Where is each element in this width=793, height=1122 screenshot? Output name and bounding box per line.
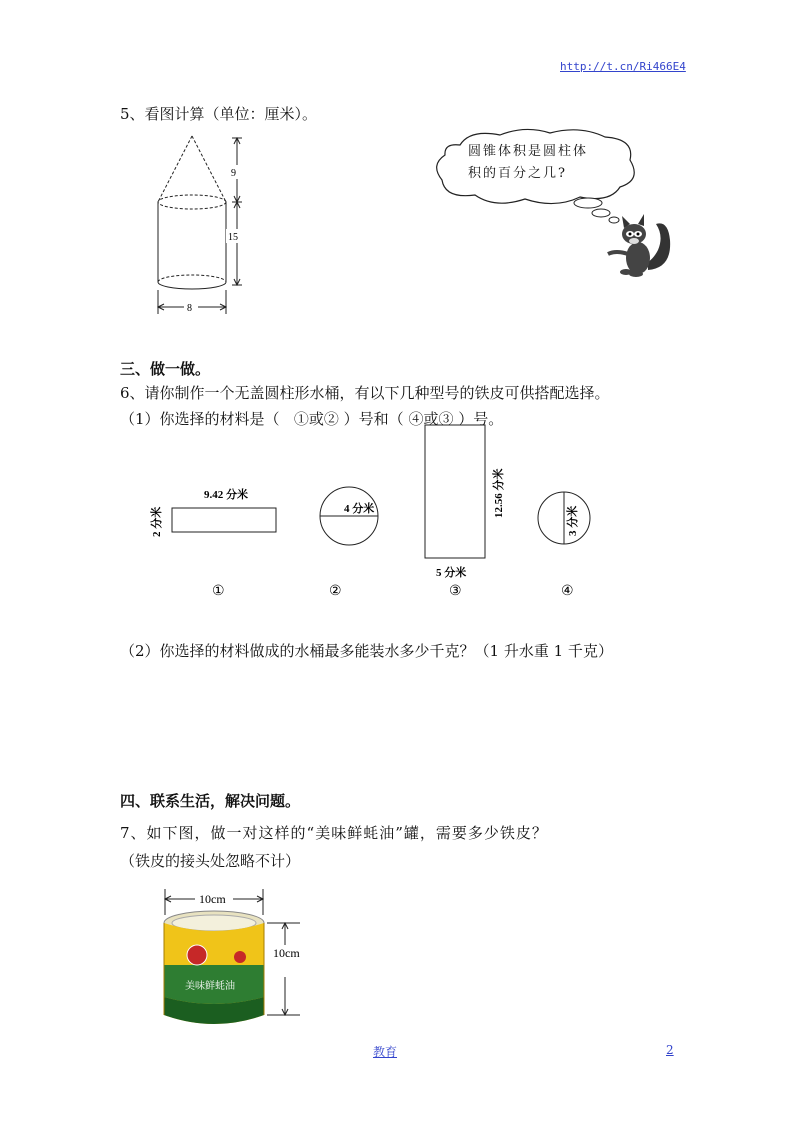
q7-note: （铁皮的接头处忽略不计） bbox=[120, 852, 301, 870]
section3-heading: 三、做一做。 bbox=[120, 360, 211, 378]
q5-title: 5、看图计算（单位：厘米）。 bbox=[120, 105, 318, 123]
sub1-prefix: （1）你选择的材料是（ bbox=[120, 410, 280, 428]
material-4-number: ④ bbox=[561, 584, 574, 599]
footer-center[interactable]: 教育 bbox=[373, 1045, 398, 1059]
material-1-width: 9.42 分米 bbox=[204, 489, 248, 501]
material-2-label: 4 分米 bbox=[344, 503, 375, 515]
section4-heading: 四、联系生活，解决问题。 bbox=[120, 792, 301, 810]
bubble-line-1: 圆锥体积是圆柱体 bbox=[468, 144, 589, 159]
material-1-height: 2 分米 bbox=[151, 506, 163, 537]
cylinder-bottom-back bbox=[158, 275, 226, 282]
can-label-text: 美味鲜蚝油 bbox=[185, 981, 235, 992]
material-3-width: 5 分米 bbox=[436, 567, 467, 579]
material-3-height: 12.56 分米 bbox=[493, 468, 505, 518]
squirrel-mascot-icon bbox=[600, 210, 680, 285]
page-number: 2 bbox=[666, 1043, 674, 1057]
materials-figure bbox=[140, 420, 620, 605]
q7-text: 7、如下图，做一对这样的“美味鲜蚝油”罐，需要多少铁皮？ bbox=[120, 824, 548, 842]
sub1-mid: ）号和（ bbox=[343, 410, 404, 428]
bubble-line-2: 积的百分之几? bbox=[468, 166, 567, 181]
oyster-sauce-can-figure bbox=[155, 885, 315, 1045]
cylinder-bottom-front bbox=[158, 282, 226, 289]
q6-text: 6、请你制作一个无盖圆柱形水桶，有以下几种型号的铁皮可供搭配选择。 bbox=[120, 384, 610, 402]
q6-sub2: （2）你选择的材料做成的水桶最多能装水多少千克？（1 升水重 1 千克） bbox=[120, 642, 613, 660]
material-3-rect bbox=[425, 425, 485, 558]
cylinder-top bbox=[158, 195, 226, 209]
can-height-label: 10cm bbox=[273, 946, 300, 960]
cylinder-height-label: 15 bbox=[228, 232, 238, 243]
cone-right-edge bbox=[192, 136, 226, 202]
sub1-answer2: ④或③ bbox=[408, 410, 454, 428]
material-3-number: ③ bbox=[449, 584, 462, 599]
cone-left-edge bbox=[158, 136, 192, 202]
cone-height-label: 9 bbox=[231, 168, 236, 179]
diameter-label: 8 bbox=[187, 303, 192, 314]
sub1-suffix: ）号。 bbox=[458, 410, 504, 428]
can-badge-icon bbox=[187, 945, 207, 965]
cone-cylinder-figure bbox=[140, 130, 270, 320]
material-2-number: ② bbox=[329, 584, 342, 599]
sub1-answer1: ①或② bbox=[293, 410, 339, 428]
material-1-rect bbox=[172, 508, 276, 532]
can-width-label: 10cm bbox=[199, 892, 226, 906]
material-4-label: 3 分米 bbox=[567, 505, 579, 536]
material-1-number: ① bbox=[212, 584, 225, 599]
header-url[interactable]: http://t.cn/Ri466E4 bbox=[560, 60, 686, 73]
